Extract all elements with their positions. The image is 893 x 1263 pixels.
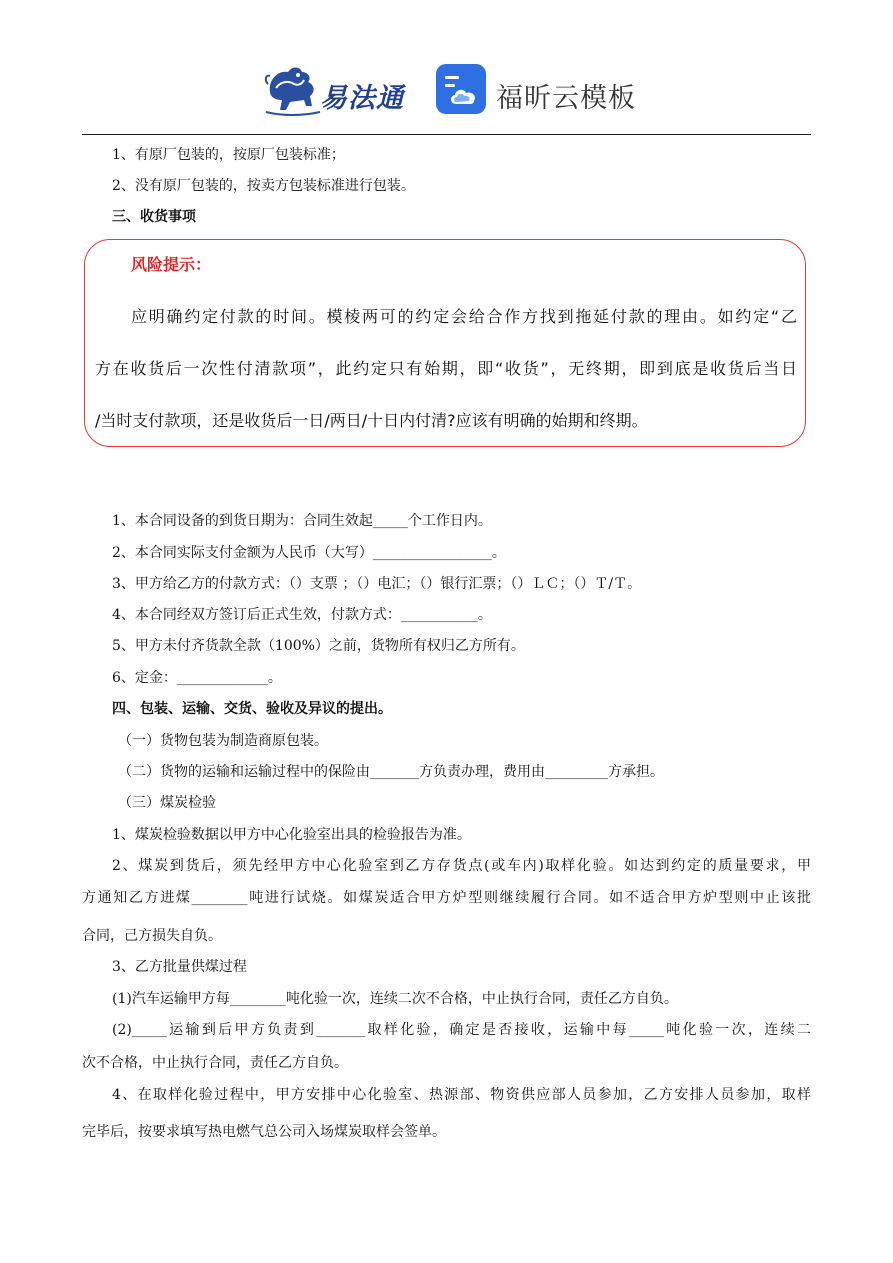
cloud-document-app-icon bbox=[436, 64, 486, 114]
paragraph: 2、本合同实际支付金额为人民币（大写）_________________。 bbox=[112, 545, 506, 561]
section-heading: 三、收货事项 bbox=[112, 209, 196, 225]
page-header bbox=[0, 58, 893, 124]
paragraph: 完毕后，按要求填写热电燃气总公司入场煤炭取样会签单。 bbox=[82, 1124, 446, 1140]
paragraph: 合同，己方损失自负。 bbox=[82, 928, 222, 944]
qilin-mascot-icon bbox=[262, 62, 324, 120]
paragraph: 4、本合同经双方签订后正式生效，付款方式：___________。 bbox=[112, 607, 492, 623]
paragraph: （三）煤炭检验 bbox=[118, 795, 216, 811]
paragraph: (1)汽车运输甲方每________吨化验一次，连续二次不合格，中止执行合同，责任乙方自负。 bbox=[112, 991, 678, 1007]
paragraph: 3、乙方批量供煤过程 bbox=[112, 959, 247, 975]
paragraph: 1、本合同设备的到货日期为：合同生效起_____个工作日内。 bbox=[112, 513, 492, 529]
risk-warning-text: 方在收货后一次性付清款项”，此约定只有始期，即“收货”，无终期，即到底是收货后当日 bbox=[95, 359, 797, 378]
paragraph: （一）货物包装为制造商原包装。 bbox=[118, 733, 328, 749]
paragraph: 4、在取样化验过程中，甲方安排中心化验室、热源部、物资供应部人员参加，乙方安排人员参加，取样 bbox=[112, 1087, 811, 1103]
yifatong-logo bbox=[262, 62, 412, 120]
paragraph: 方通知乙方进煤________吨进行试烧。如煤炭适合甲方炉型则继续履行合同。如不适合甲方炉型则中止该批 bbox=[82, 890, 811, 906]
paragraph: （二）货物的运输和运输过程中的保险由_______方负责办理，费用由_________方承担。 bbox=[118, 764, 664, 780]
paragraph: 1、煤炭检验数据以甲方中心化验室出具的检验报告为准。 bbox=[112, 827, 471, 843]
section-heading: 四、包装、运输、交货、验收及异议的提出。 bbox=[112, 701, 392, 717]
paragraph: 2、煤炭到货后，须先经甲方中心化验室到乙方存货点(或车内)取样化验。如达到约定的质量要求，甲 bbox=[112, 858, 811, 874]
risk-warning-text: /当时支付款项，还是收货后一日/两日/十日内付清?应该有明确的始期和终期。 bbox=[95, 411, 648, 430]
header-divider bbox=[82, 134, 811, 135]
yifatong-brand-text: 易法通 bbox=[320, 83, 404, 114]
risk-warning-title: 风险提示： bbox=[131, 255, 212, 274]
foxit-cloud-template-logo bbox=[436, 64, 636, 118]
paragraph: 3、甲方给乙方的付款方式：（）支票 ；（）电汇；（）银行汇票；（）ＬＣ；（）Ｔ/Ｔ。 bbox=[112, 576, 642, 592]
paragraph: (2)_____运输到后甲方负责到_______取样化验，确定是否接收，运输中每_____吨化验一次，连续二 bbox=[112, 1022, 811, 1038]
risk-warning-text: 应明确约定付款的时间。模棱两可的约定会给合作方找到拖延付款的理由。如约定“乙 bbox=[131, 307, 797, 326]
paragraph: 2、没有原厂包装的，按卖方包装标准进行包装。 bbox=[112, 178, 415, 194]
paragraph: 次不合格，中止执行合同，责任乙方自负。 bbox=[82, 1055, 348, 1071]
foxit-brand-text: 福昕云模板 bbox=[496, 83, 636, 114]
paragraph: 6、定金：_____________。 bbox=[112, 670, 282, 686]
paragraph: 5、甲方未付齐货款全款（100%）之前，货物所有权归乙方所有。 bbox=[112, 638, 525, 654]
paragraph: 1、有原厂包装的，按原厂包装标准； bbox=[112, 147, 345, 163]
risk-warning-box bbox=[84, 239, 806, 447]
